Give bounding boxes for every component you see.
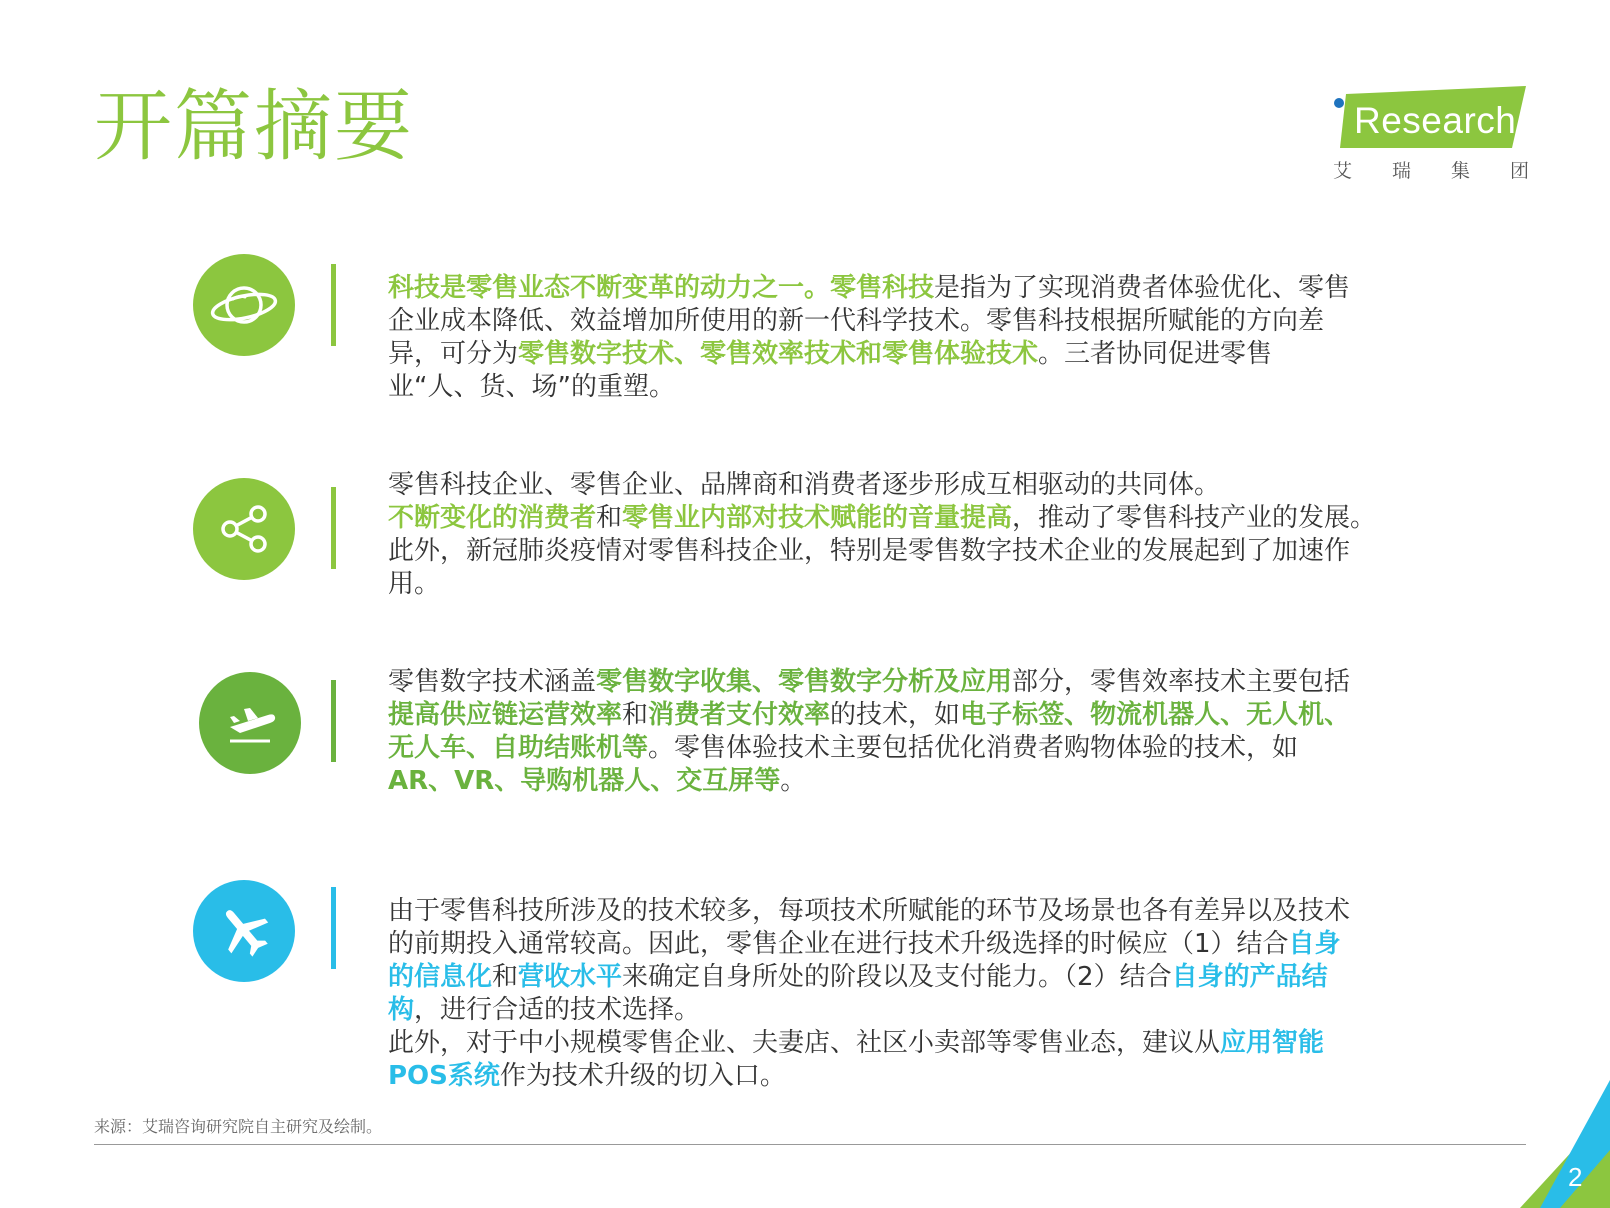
highlight-text: 营收水平 [518,962,623,992]
share-icon [193,478,295,580]
footer-divider [94,1144,1526,1145]
body-text: 的技术，如 [830,700,961,730]
logo-subtitle: 艾瑞集团 [1333,160,1570,182]
body-text: 作为技术升级的切入口。 [499,1061,786,1091]
section-4-accent-bar [331,887,336,969]
page-title: 开篇摘要 [94,82,415,172]
body-text: 。零售体验技术主要包括优化消费者购物体验的技术，如 [648,733,1299,763]
highlight-text: 应用智能POS系统 [388,1028,1325,1091]
section-4-text [388,895,1358,1093]
body-text: 。 [780,766,807,796]
highlight-text: 零售数字技术、零售效率技术和零售体验技术 [518,339,1039,369]
section-1-accent-bar [331,264,336,346]
body-text: 部分，零售效率技术主要包括 [1012,667,1351,697]
logo-wordmark: Research [1354,100,1517,141]
body-text: 和 [596,503,623,533]
body-text: 由于零售科技所涉及的技术较多，每项技术所赋能的环节及场景也各有差异以及技术的前期投入通常较高。因此，零售企业在进行技术升级选择的时候应（1）结合 [388,896,1351,959]
highlight-text: 自身的产品结构 [388,962,1328,1025]
body-text: ，进行合适的技术选择。 [414,995,701,1025]
body-text: 。三者协同促进零售业“人、货、场”的重塑。 [388,339,1273,402]
body-text: 和 [492,962,519,992]
body-text: 零售科技企业、零售企业、品牌商和消费者逐步形成互相驱动的共同体。 [388,470,1221,500]
page-number: 2 [1568,1162,1583,1192]
body-text: 和 [622,700,649,730]
highlight-text: 提高供应链运营效率 [388,700,623,730]
section-3-text [388,666,1358,798]
source-note: 来源：艾瑞咨询研究院自主研究及绘制。 [94,1117,383,1136]
planet-icon [193,254,295,356]
logo-dot [1334,98,1344,108]
body-text: 是指为了实现消费者体验优化、零售企业成本降低、效益增加所使用的新一代科学技术。零售科技根据所赋能的方向差异，可分为 [388,273,1351,369]
body-text: ，推动了零售科技产业的发展。此外，新冠肺炎疫情对零售科技企业，特别是零售数字技术企业的发展起到了加速作用。 [388,503,1377,599]
highlight-text: AR、VR、导购机器人、交互屏等 [388,766,781,796]
highlight-text: 零售业内部对技术赋能的音量提高 [622,503,1013,533]
corner-decoration [1510,1080,1610,1208]
body-text: 零售数字技术涵盖 [388,667,597,697]
highlight-text: 电子标签、物流机器人、无人机、无人车、自助结账机等 [388,700,1351,763]
airplane-icon [193,880,295,982]
highlight-text: 不断变化的消费者 [388,503,597,533]
highlight-text: 自身的信息化 [388,929,1341,992]
section-1-text [388,272,1358,404]
airplane-departure-icon [199,672,301,774]
body-text: 来确定自身所处的阶段以及支付能力。（2）结合 [622,962,1172,992]
highlight-text: 消费者支付效率 [648,700,831,730]
body-text: 此外，对于中小规模零售企业、夫妻店、社区小卖部等零售业态，建议从 [388,1028,1221,1058]
section-2-accent-bar [331,487,336,569]
section-2-text [388,469,1388,601]
highlight-text: 科技是零售业态不断变革的动力之一。零售科技 [388,273,935,303]
iresearch-logo [1330,86,1570,186]
highlight-text: 零售数字收集、零售数字分析及应用 [596,667,1013,697]
section-3-accent-bar [331,680,336,762]
